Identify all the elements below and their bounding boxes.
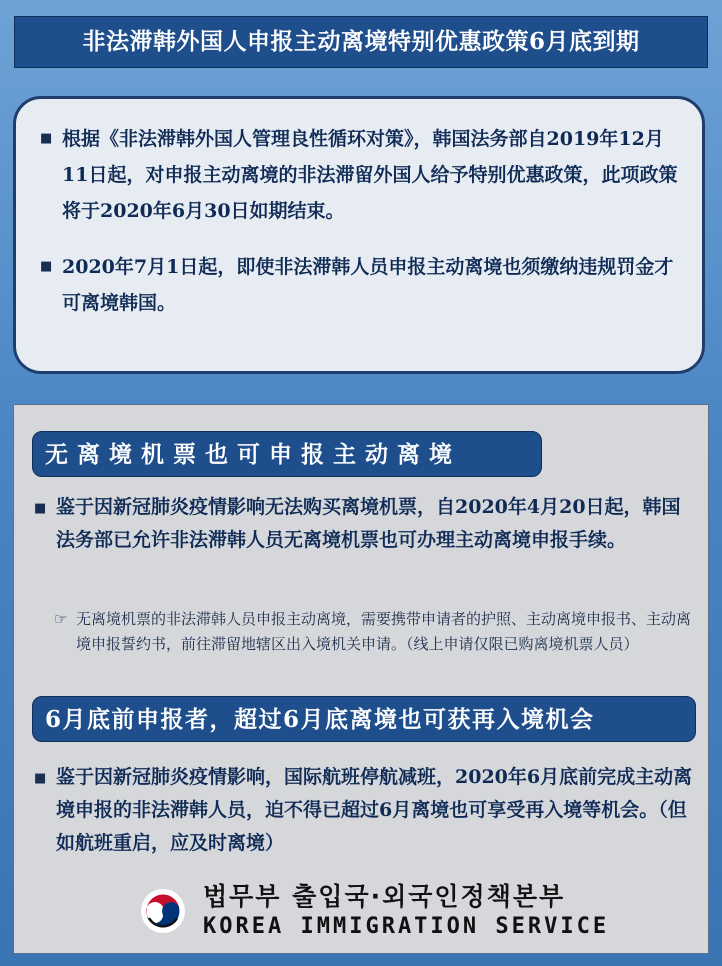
section-header-no-ticket: 无离境机票也可申报主动离境 [32, 431, 542, 477]
notice-bullet [40, 249, 680, 321]
notice-bullet-text: 根据《非法滞韩外国人管理良性循环对策》，韩国法务部自2019年12月11日起，对申报主动离境的非法滞留外国人给予特别优惠政策，此项政策将于2020年6月30日如期结束。 [62, 128, 678, 222]
section-a-bullet-text: 鉴于因新冠肺炎疫情影响无法购买离境机票，自2020年4月20日起，韩国法务部已允许非法滞韩人员无离境机票也可办理主动离境申报手续。 [56, 496, 681, 551]
notice-bullet-text: 2020年7月1日起，即使非法滞韩人员申报主动离境也须缴纳违规罚金才可离境韩国。 [62, 256, 674, 314]
section-b-bullet [34, 761, 694, 860]
logo-text [203, 881, 609, 941]
section-a-note [54, 607, 694, 657]
pointing-hand-icon: ☞ [54, 610, 68, 628]
square-bullet-icon: ■ [34, 771, 47, 786]
square-bullet-icon: ■ [40, 131, 53, 146]
section-a-bullet [34, 491, 694, 557]
square-bullet-icon: ■ [34, 501, 47, 516]
section-b-bullet-text: 鉴于因新冠肺炎疫情影响，国际航班停航减班，2020年6月底前完成主动离境申报的非法滞韩人员，迫不得已超过6月离境也可享受再入境等机会。（但如航班重启，应及时离境） [56, 766, 693, 854]
logo-korean-text: 법무부 출입국·외국인정책본부 [203, 882, 566, 911]
page-title: 非法滞韩外国人申报主动离境特别优惠政策6月底到期 [14, 16, 708, 68]
notice-bullet [40, 121, 680, 229]
section-header-reentry: 6月底前申报者，超过6月底离境也可获再入境机会 [32, 696, 696, 742]
policy-panel [13, 404, 709, 954]
footer-logo [139, 877, 619, 945]
taegeuk-emblem-icon [139, 887, 187, 935]
notice-card [13, 96, 705, 374]
section-a-note-text: 无离境机票的非法滞韩人员申报主动离境，需要携带申请者的护照、主动离境申报书、主动离境申报誓约书，前往滞留地辖区出入境机关申请。（线上申请仅限已购离境机票人员） [76, 610, 692, 653]
square-bullet-icon: ■ [40, 259, 53, 274]
logo-english-text: KOREA IMMIGRATION SERVICE [203, 914, 610, 939]
